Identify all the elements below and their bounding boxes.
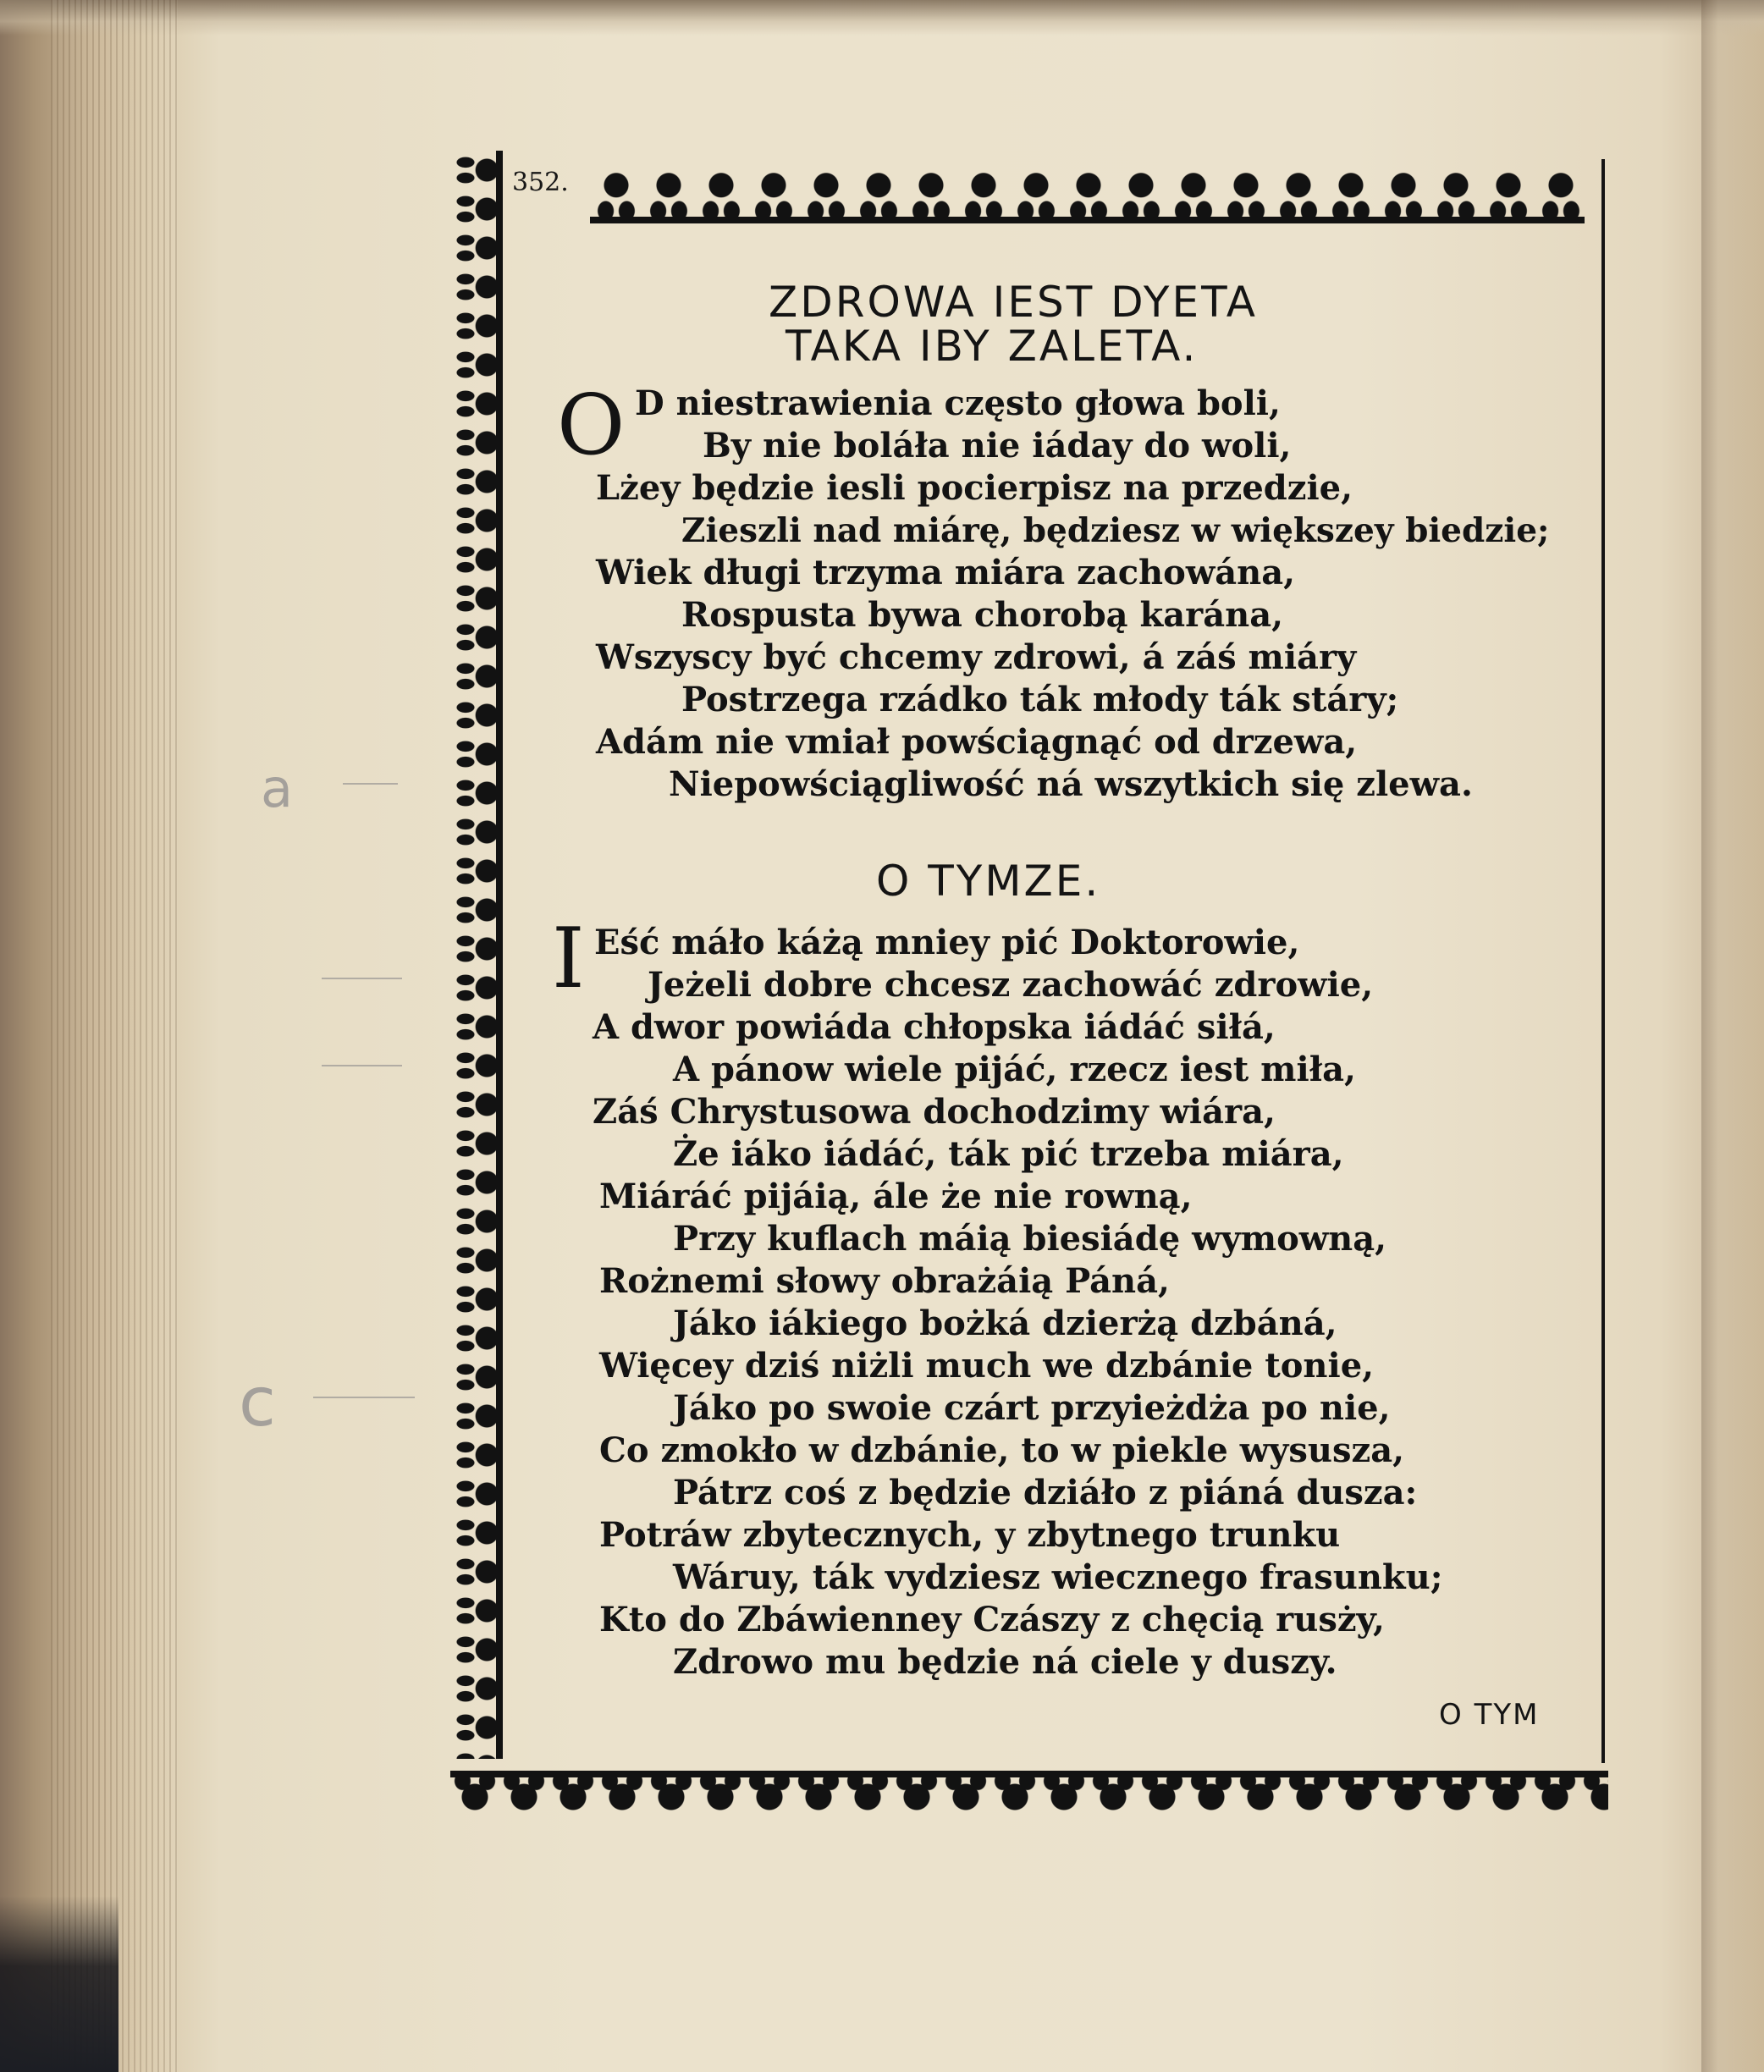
poem-1-title-line-2: TAKA IBY ZALETA. bbox=[786, 322, 1199, 371]
verse-line: Co zmokło w dzbánie, to w piekle wysusza, bbox=[599, 1430, 1405, 1470]
verse-line: A dwor powiáda chłopska iádáć siłá, bbox=[593, 1007, 1276, 1047]
verse-line: By nie boláła nie iáday do woli, bbox=[703, 426, 1292, 466]
verse-line: Potráw zbytecznych, y zbytnego trunku bbox=[599, 1515, 1341, 1555]
margin-note-c: c bbox=[239, 1363, 276, 1441]
verse-line: Miáráć pijáią, ále że nie rowną, bbox=[599, 1177, 1193, 1216]
verse-line: Wszyscy być chcemy zdrowi, á záś miáry bbox=[596, 637, 1357, 677]
verse-line: Rożnemi słowy obrażáią Páná, bbox=[599, 1261, 1170, 1301]
poem-1-title-line-1: ZDROWA IEST DYETA bbox=[769, 278, 1258, 327]
page-number: 352. bbox=[512, 168, 569, 197]
verse-line: Że iáko iádáć, ták pić trzeba miára, bbox=[673, 1134, 1344, 1174]
verse-line: Eść máło káżą mniey pić Doktorowie, bbox=[594, 923, 1300, 962]
verse-line: Wáruy, ták vydziesz wiecznego frasunku; bbox=[673, 1557, 1443, 1597]
verse-line: Więcey dziś niżli much we dzbánie tonie, bbox=[599, 1346, 1375, 1386]
catchword: O TYM bbox=[1439, 1698, 1540, 1732]
verse-line: Jeżeli dobre chcesz zachowáć zdrowie, bbox=[648, 965, 1374, 1005]
verse-line: Zdrowo mu będzie ná ciele y duszy. bbox=[673, 1642, 1337, 1682]
verse-line: Adám nie vmiał powściągnąć od drzewa, bbox=[596, 722, 1358, 762]
verse-line: Kto do Zbáwienney Czászy z chęcią rusży, bbox=[599, 1600, 1385, 1639]
verse-line: Niepowściągliwość ná wszytkich się zlewa. bbox=[669, 764, 1473, 804]
poem-2-verse bbox=[593, 924, 1617, 1703]
verse-line: Rospusta bywa chorobą karána, bbox=[681, 595, 1284, 635]
verse-line: Jáko iákiego bożká dzierżą dzbáná, bbox=[673, 1303, 1337, 1343]
verse-line: Pátrz coś z będzie dziáło z piáná dusza: bbox=[673, 1473, 1418, 1513]
verse-line: Jáko po swoie czárt przyieżdża po nie, bbox=[673, 1388, 1391, 1428]
verse-line: A pánow wiele pijáć, rzecz iest miła, bbox=[673, 1050, 1356, 1089]
verse-line: D niestrawienia często głowa boli, bbox=[635, 383, 1281, 423]
verse-line: Zieszli nad miárę, będziesz w większey biedzie; bbox=[681, 511, 1550, 550]
margin-note-a: a bbox=[261, 758, 293, 819]
poem-1-drop-initial: O bbox=[557, 377, 626, 474]
verse-line: Przy kuflach máią biesiádę wymowną, bbox=[673, 1219, 1387, 1259]
verse-line: Lżey będzie iesli pocierpisz na przedzie, bbox=[596, 468, 1353, 508]
verse-line: Wiek długi trzyma miára zachowána, bbox=[596, 553, 1296, 592]
poem-2-drop-initial: I bbox=[552, 911, 585, 1007]
verse-line: Postrzega rzádko ták młody ták stáry; bbox=[681, 680, 1399, 719]
verse-line: Záś Chrystusowa dochodzimy wiára, bbox=[593, 1092, 1276, 1132]
poem-2-title: O TYMZE. bbox=[876, 857, 1101, 906]
